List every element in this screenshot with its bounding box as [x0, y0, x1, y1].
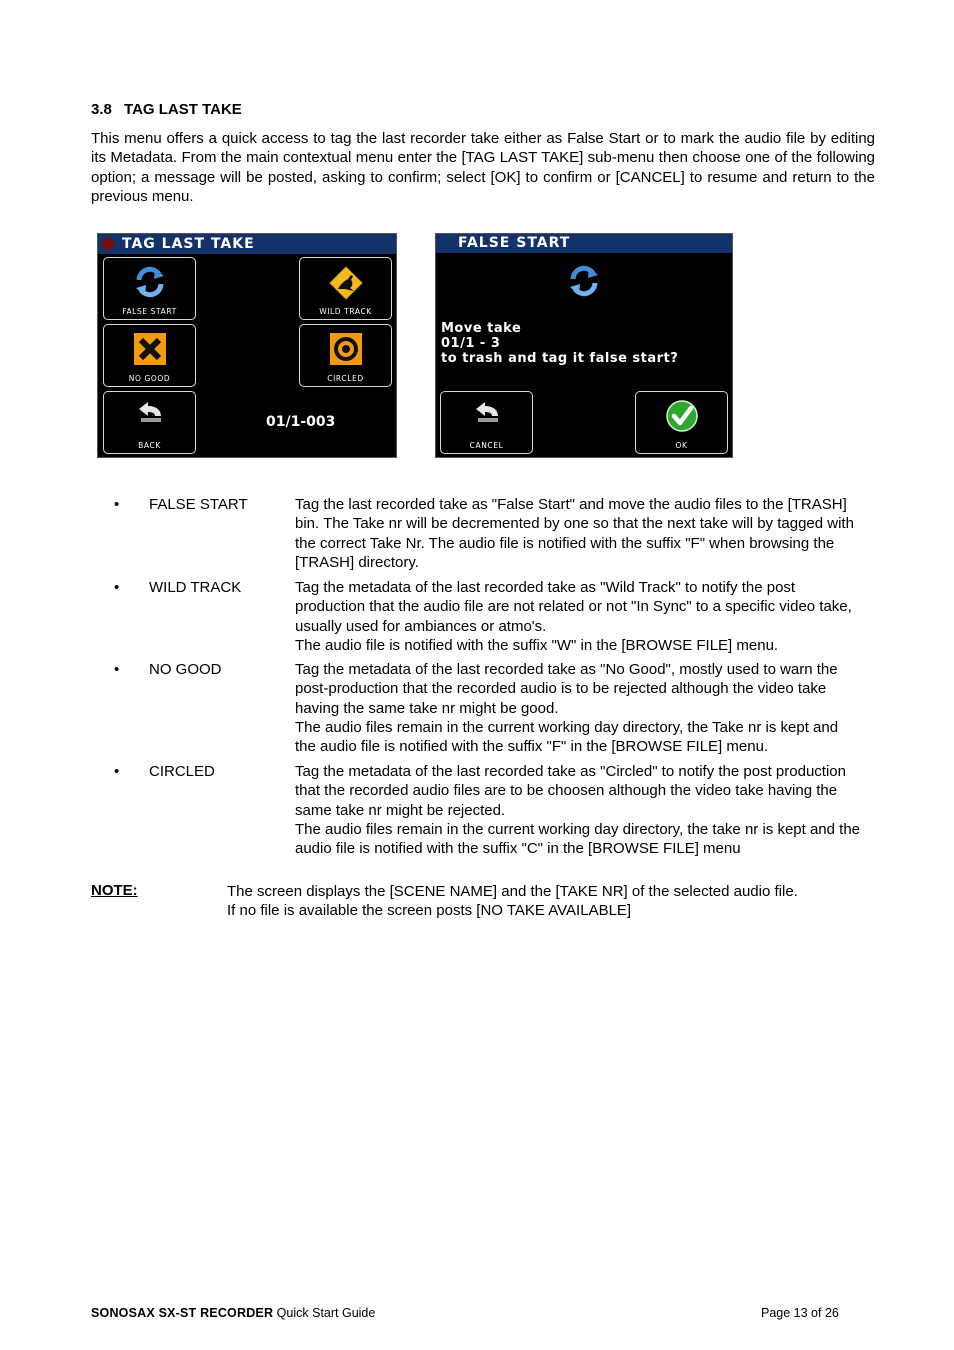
intro-paragraph: This menu offers a quick access to tag the last recorder take either as False Start or to mark the audio file by editing its Metadata. From the main contextual menu enter the [TAG LAST TAKE] sub-menu then choose one of the following option; a message will be posted, asking to confirm; select [OK] to confirm or [CANCEL] to resume and return to the previous menu.: [91, 130, 875, 205]
tag-last-take-screen: [97, 233, 397, 458]
take-number: 01/1-003: [266, 414, 336, 430]
kangaroo-sign-icon: [328, 265, 364, 301]
wild-track-label: WILD TRACK: [319, 307, 372, 316]
back-arrow-icon: [472, 399, 502, 425]
description-text: Tag the metadata of the last recorded take as "Wild Track" to notify the post production that the audio file are not related or not "In Sync" to a specific video take, usually used for ambiances or atmo's.: [295, 579, 852, 635]
definition-description: [295, 578, 860, 655]
section-title: TAG LAST TAKE: [124, 101, 242, 118]
description-text: Tag the metadata of the last recorded take as "Circled" to notify the post production that the recorded audio files are to be choosen although the video take having the same take nr might be rejected.: [295, 763, 846, 819]
checkmark-icon: [665, 399, 699, 433]
definition-term: WILD TRACK: [149, 579, 242, 596]
cancel-label: CANCEL: [469, 441, 504, 450]
description-text: Tag the metadata of the last recorded take as "No Good", mostly used to warn the post-production that the recorded audio is to be rejected although the video take having the same take nr might be good.: [295, 661, 838, 717]
section-number: 3.8: [91, 101, 112, 118]
false-start-confirm-screen: [435, 233, 733, 458]
cancel-button[interactable]: [440, 391, 533, 454]
bullet: •: [114, 763, 120, 780]
note-line: If no file is available the screen posts [NO TAKE AVAILABLE]: [227, 902, 632, 920]
refresh-icon: [567, 264, 601, 298]
screen-title-bar: [436, 234, 732, 253]
back-arrow-icon: [135, 399, 165, 425]
refresh-icon: [133, 265, 167, 299]
wild-track-button[interactable]: [299, 257, 392, 320]
definition-term: NO GOOD: [149, 661, 222, 678]
definition-description: [295, 495, 860, 572]
note-line: The screen displays the [SCENE NAME] and the [TAKE NR] of the selected audio file.: [227, 883, 798, 900]
footer-title: [91, 1306, 375, 1320]
false-start-label: FALSE START: [122, 307, 177, 316]
bullet: •: [114, 661, 120, 678]
definition-term: FALSE START: [149, 496, 248, 513]
definition-description: [295, 762, 860, 858]
message-line: Move take: [441, 321, 522, 336]
footer-brand: SONOSAX SX-ST RECORDER: [91, 1306, 274, 1320]
page-number: Page 13 of 26: [761, 1306, 839, 1320]
description-text: The audio files remain in the current working day directory, the take nr is kept and the audio file is notified with the suffix "C" in the [BROWSE FILE] menu: [295, 820, 861, 858]
circled-button[interactable]: [299, 324, 392, 387]
confirm-message: [441, 321, 678, 366]
false-start-button[interactable]: [103, 257, 196, 320]
no-good-label: NO GOOD: [128, 374, 171, 383]
description-text: The audio file is notified with the suffix "W" in the [BROWSE FILE] menu.: [295, 636, 779, 654]
definition-description: [295, 660, 860, 756]
screen-title-bar: [98, 234, 396, 254]
cross-icon: [133, 332, 167, 366]
section-heading: [91, 101, 242, 118]
no-good-button[interactable]: [103, 324, 196, 387]
bullet: •: [114, 496, 120, 513]
bullet: •: [114, 579, 120, 596]
ok-button[interactable]: [635, 391, 728, 454]
screen-title: FALSE START: [458, 235, 571, 251]
footer-doc-name: Quick Start Guide: [273, 1306, 376, 1320]
note-text: [227, 882, 798, 921]
note-label: NOTE:: [91, 882, 138, 899]
message-line: to trash and tag it false start?: [441, 351, 679, 366]
ok-label: OK: [675, 441, 688, 450]
description-text: Tag the last recorded take as "False Start" and move the audio files to the [TRASH] bin. The Take nr will be decremented by one so that the next take will by tagged with the correct Take Nr. The audio file is notified with the suffix "F" when browsing the [TRASH] directory.: [295, 496, 854, 571]
message-line: 01/1 - 3: [441, 336, 501, 351]
description-text: The audio files remain in the current working day directory, the Take nr is kept and the audio file is notified with the suffix "F" in the [BROWSE FILE] menu.: [295, 718, 839, 756]
circled-label: CIRCLED: [327, 374, 364, 383]
screen-title: TAG LAST TAKE: [122, 236, 255, 252]
definition-term: CIRCLED: [149, 763, 215, 780]
back-label: BACK: [138, 441, 161, 450]
circle-target-icon: [329, 332, 363, 366]
back-button[interactable]: [103, 391, 196, 454]
record-indicator-icon: [102, 238, 114, 250]
